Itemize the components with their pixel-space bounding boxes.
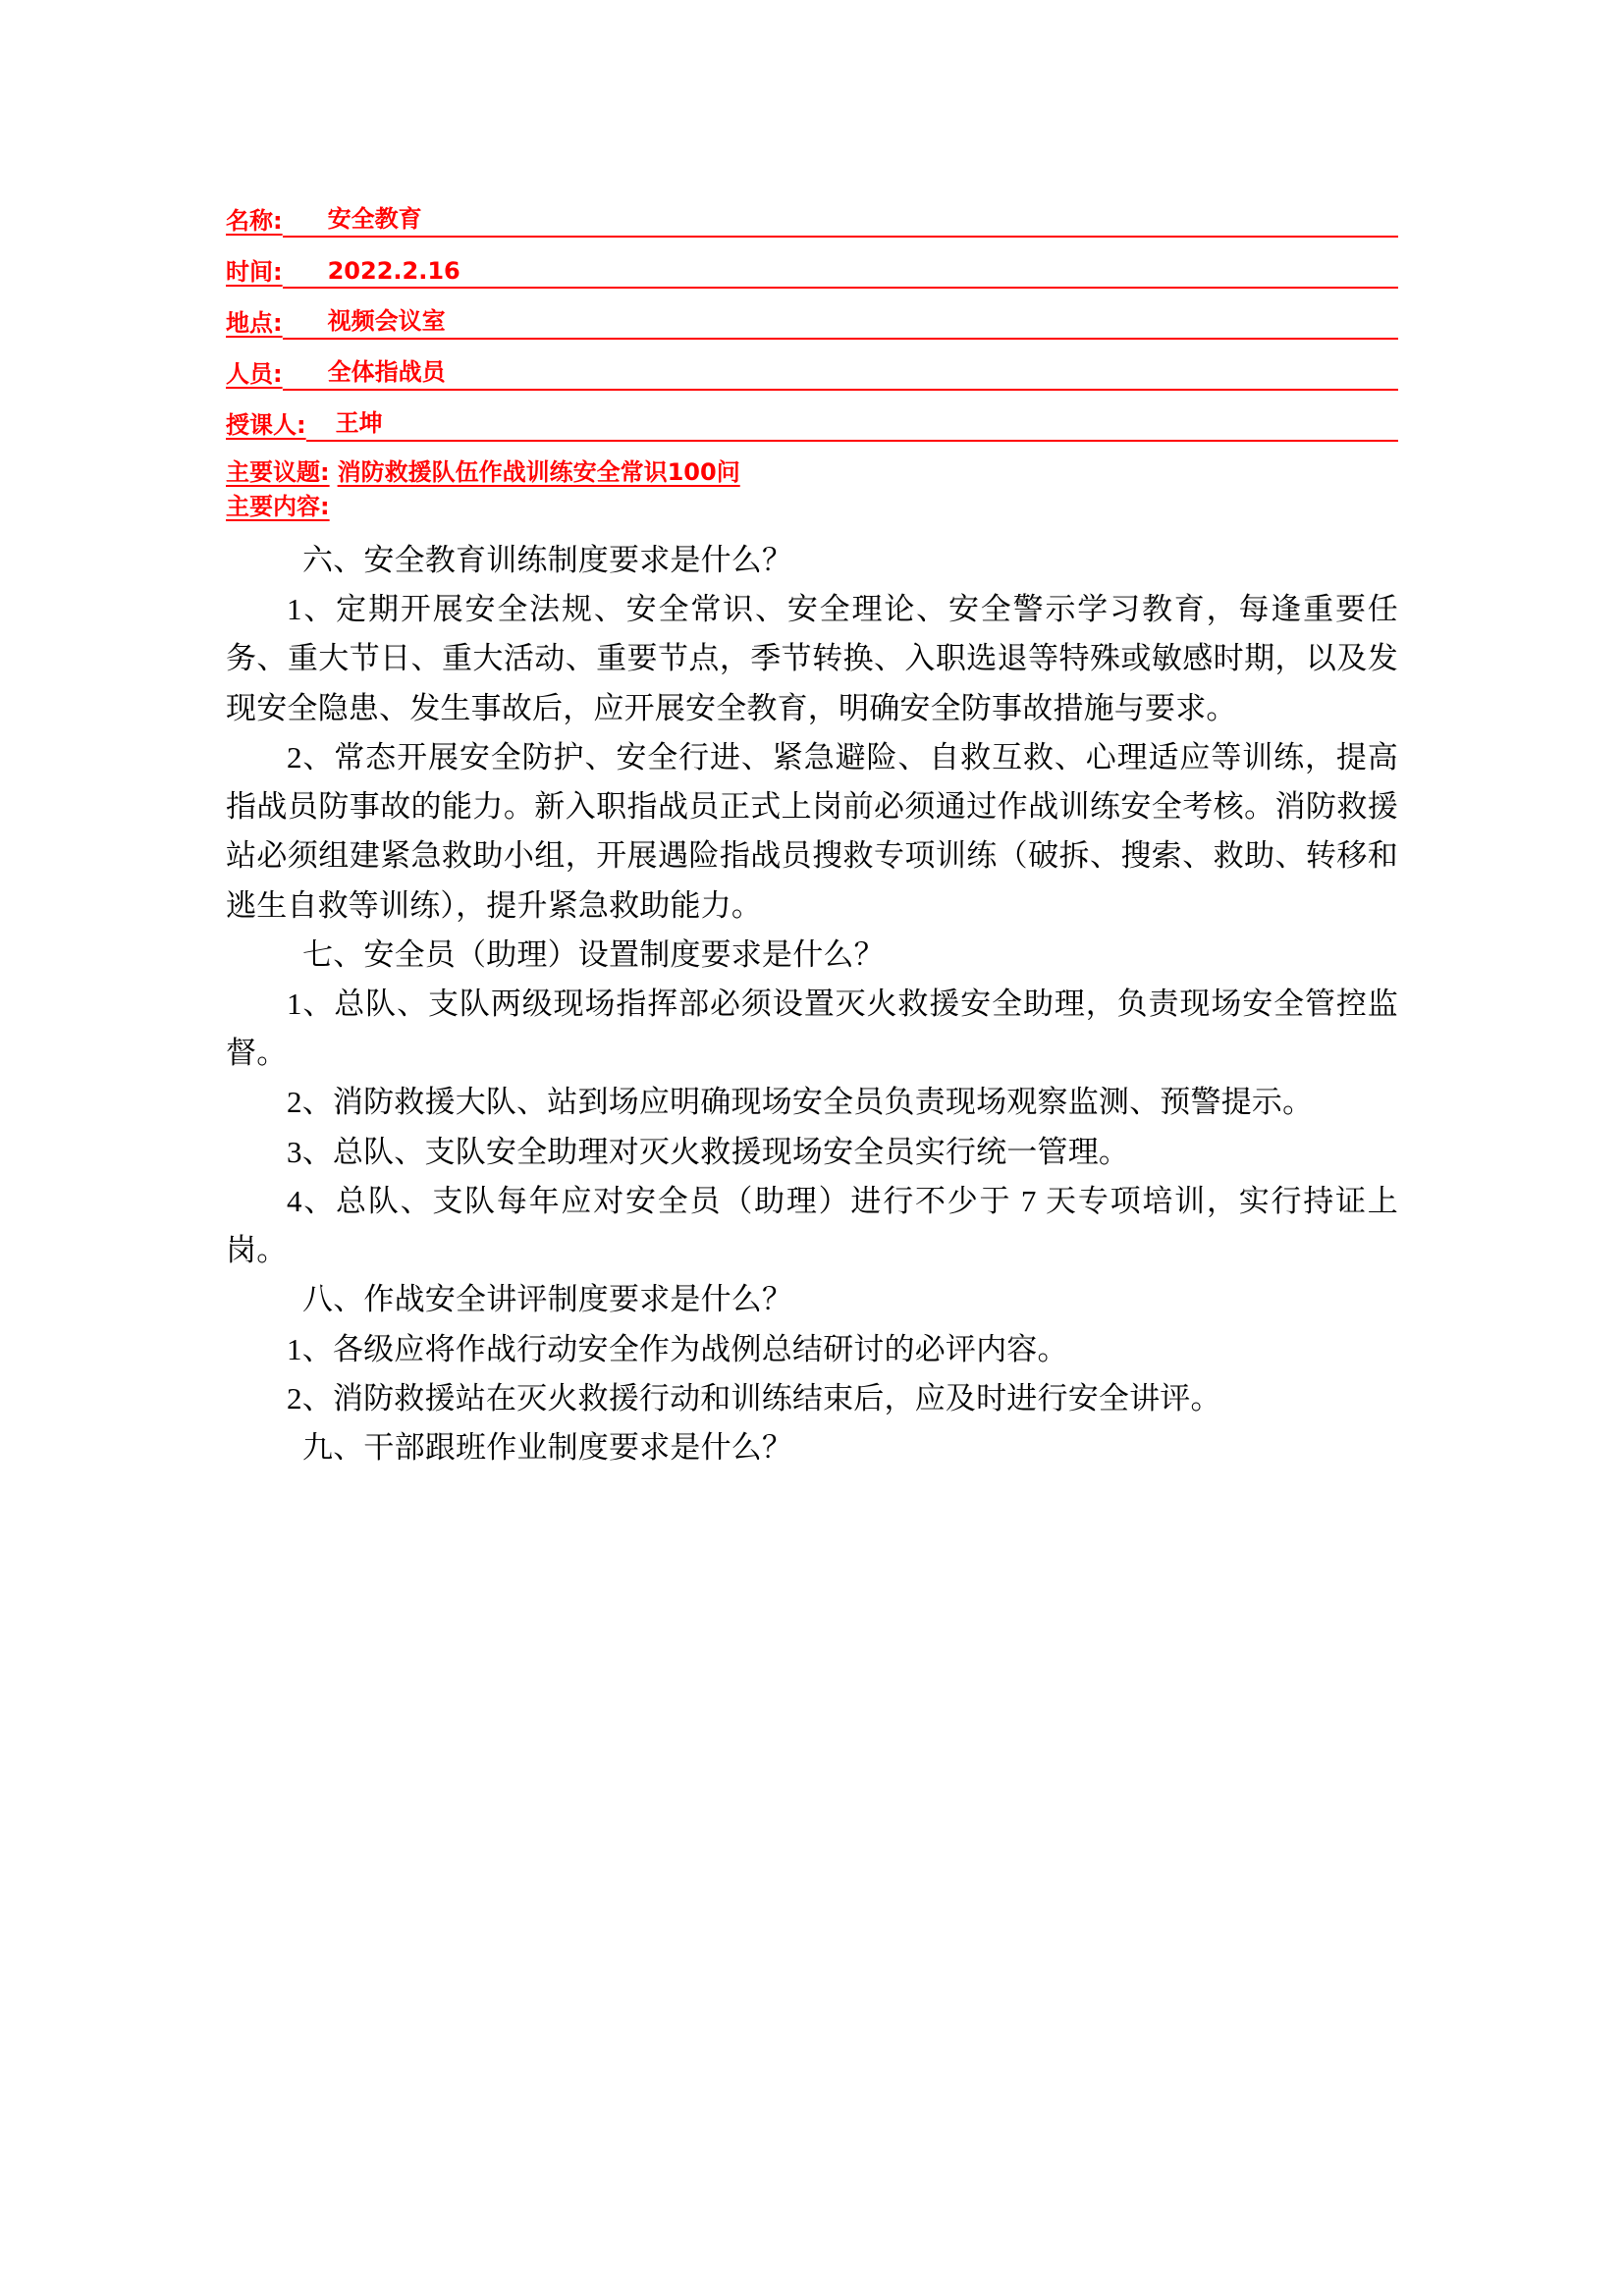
body-paragraph: 1、定期开展安全法规、安全常识、安全理论、安全警示学习教育，每逢重要任务、重大节日、重大活动、重要节点，季节转换、入职选退等特殊或敏感时期，以及发现安全隐患、发生事故后，应开展安全教育，明确安全防事故措施与要求。 — [226, 592, 1398, 725]
document-body — [226, 536, 1398, 1472]
field-label-topic: 主要议题: — [226, 458, 330, 486]
form-row-instructor — [226, 391, 1398, 442]
body-paragraph: 3、总队、支队安全助理对灭火救援现场安全员实行统一管理。 — [287, 1134, 1130, 1169]
body-paragraph: 2、常态开展安全防护、安全行进、紧急避险、自救互救、心理适应等训练，提高指战员防事故的能力。新入职指战员正式上岗前必须通过作战训练安全考核。消防救援站必须组建紧急救助小组，开展遇险指战员搜救专项训练（破拆、搜索、救助、转移和逃生自救等训练），提升紧急救助能力。 — [226, 739, 1398, 923]
field-label-participants: 人员: — [226, 360, 283, 388]
field-label-name: 名称: — [226, 207, 283, 235]
field-label-time: 时间: — [226, 258, 283, 286]
field-value-wrap-time — [283, 253, 1398, 289]
field-value-time: 2022.2.16 — [327, 257, 460, 285]
field-value-wrap-location — [283, 304, 1398, 340]
field-label-instructor: 授课人: — [226, 411, 306, 439]
field-value-instructor: 王坤 — [335, 409, 383, 437]
meeting-info-form — [226, 187, 1398, 532]
field-value-participants: 全体指战员 — [327, 358, 446, 386]
body-paragraph: 1、各级应将作战行动安全作为战例总结研讨的必评内容。 — [287, 1331, 1068, 1366]
form-row-time — [226, 238, 1398, 289]
field-label-main-content: 主要内容: — [226, 493, 330, 520]
form-row-participants — [226, 340, 1398, 391]
section-heading: 六、安全教育训练制度要求是什么？ — [302, 543, 793, 577]
form-row-content-label — [226, 487, 1398, 532]
field-value-name: 安全教育 — [327, 205, 422, 233]
form-row-name — [226, 187, 1398, 238]
form-row-topic — [226, 442, 1398, 487]
field-value-wrap-instructor — [306, 406, 1398, 442]
body-paragraph: 2、消防救援站在灭火救援行动和训练结束后，应及时进行安全讲评。 — [287, 1380, 1221, 1415]
section-heading: 八、作战安全讲评制度要求是什么？ — [302, 1282, 793, 1317]
body-paragraph: 1、总队、支队两级现场指挥部必须设置灭火救援安全助理，负责现场安全管控监督。 — [226, 986, 1398, 1071]
form-row-location — [226, 289, 1398, 340]
field-value-wrap-participants — [283, 355, 1398, 391]
field-value-location: 视频会议室 — [327, 307, 446, 335]
body-paragraph: 2、消防救援大队、站到场应明确现场安全员负责现场观察监测、预警提示。 — [287, 1085, 1314, 1120]
section-heading: 九、干部跟班作业制度要求是什么？ — [302, 1429, 793, 1465]
field-label-location: 地点: — [226, 309, 283, 337]
section-heading: 七、安全员（助理）设置制度要求是什么？ — [302, 936, 885, 972]
field-value-wrap-name — [283, 202, 1398, 238]
field-value-topic: 消防救援队伍作战训练安全常识100问 — [337, 458, 740, 486]
body-paragraph: 4、总队、支队每年应对安全员（助理）进行不少于 7 天专项培训，实行持证上岗。 — [226, 1183, 1398, 1268]
